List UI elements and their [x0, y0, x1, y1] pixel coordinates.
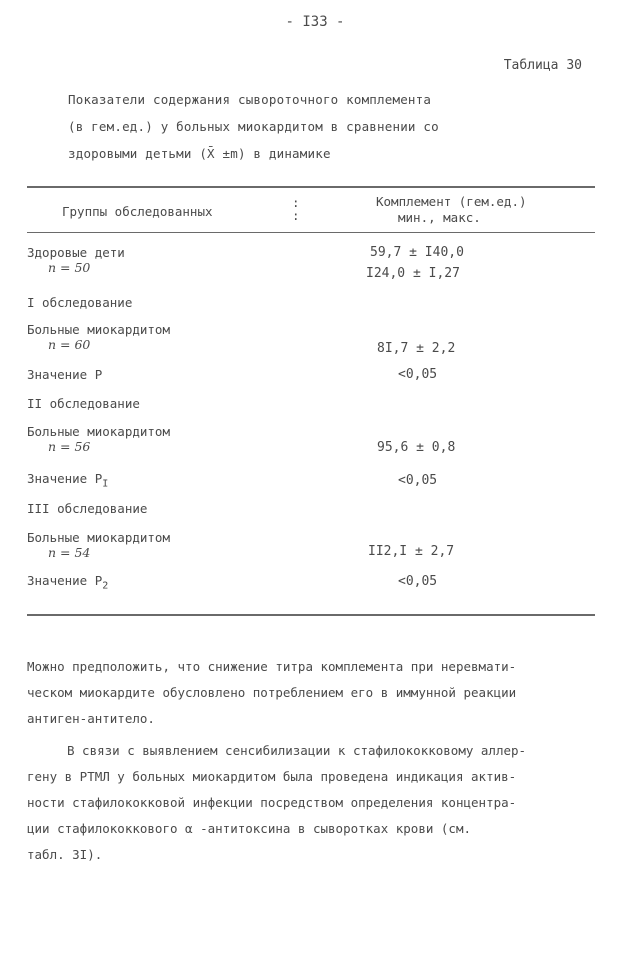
table-top-rule — [27, 186, 595, 188]
column-header-minmax: мин., макс. — [398, 210, 481, 225]
row-label-p1-value: Значение $P_I$ — [27, 471, 109, 490]
table-caption-line-2: (в гем.ед.) у больных миокардитом в сравнении со — [68, 119, 439, 134]
table-header-rule — [27, 232, 595, 233]
paragraph-1: Можно предположить, что снижение титра комплемента при неревмати- ческом миокардите обусловлено потреблением его в иммунной реакции антиген-антитело. — [27, 659, 517, 726]
row-label-p-value: Значение P — [27, 367, 103, 382]
row-value-patients-1: 8I,7 ± 2,2 — [377, 341, 456, 356]
row-sample-size-3: n = 54 — [48, 545, 91, 560]
row-label-exam-1: I обследование — [27, 295, 133, 310]
row-value-patients-2: 95,6 ± 0,8 — [377, 440, 456, 455]
column-separator: : : — [292, 195, 300, 223]
row-sample-size-1: n = 60 — [48, 337, 91, 352]
row-label-healthy: Здоровые дети — [27, 245, 125, 260]
row-label-patients-3: Больные миокардитом — [27, 530, 170, 545]
row-label-exam-2: II обследование — [27, 396, 140, 411]
table-bottom-rule — [27, 614, 595, 616]
table-label: Таблица 30 — [503, 58, 582, 73]
page-number: - I33 - — [285, 14, 345, 30]
column-header-groups: Группы обследованных — [62, 204, 213, 219]
row-value-healthy-1: 59,7 ± I40,0 — [370, 245, 464, 260]
row-value-p2-value: <0,05 — [398, 574, 438, 589]
table-caption-line-3: здоровыми детьми (X̄ ±m) в динамике — [68, 146, 331, 161]
row-value-healthy-2: I24,0 ± I,27 — [366, 266, 460, 281]
row-label-p2-value: Значение $P_2$ — [27, 573, 109, 592]
row-value-p-value: <0,05 — [398, 367, 438, 382]
table-caption-line-1: Показатели содержания сывороточного комплемента — [68, 92, 432, 107]
row-label-patients-2: Больные миокардитом — [27, 424, 170, 439]
paragraph-2: В связи с выявлением сенсибилизации к стафилококковому аллер- гену в РТМЛ у больных миокардитом была проведена индикация актив- ности стафилококковой инфекции посредством определения концентра- ции стафилококкового α -антитоксина в сыворотках крови (см. табл. 3I). — [27, 743, 527, 862]
row-value-patients-3: II2,I ± 2,7 — [368, 544, 455, 559]
row-sample-size-healthy: n = 50 — [48, 260, 91, 275]
row-value-p1-value: <0,05 — [398, 473, 438, 488]
column-header-complement: Комплемент (гем.ед.) — [376, 194, 527, 209]
row-sample-size-2: n = 56 — [48, 439, 91, 454]
row-label-patients-1: Больные миокардитом — [27, 322, 170, 337]
row-label-exam-3: III обследование — [27, 501, 148, 516]
